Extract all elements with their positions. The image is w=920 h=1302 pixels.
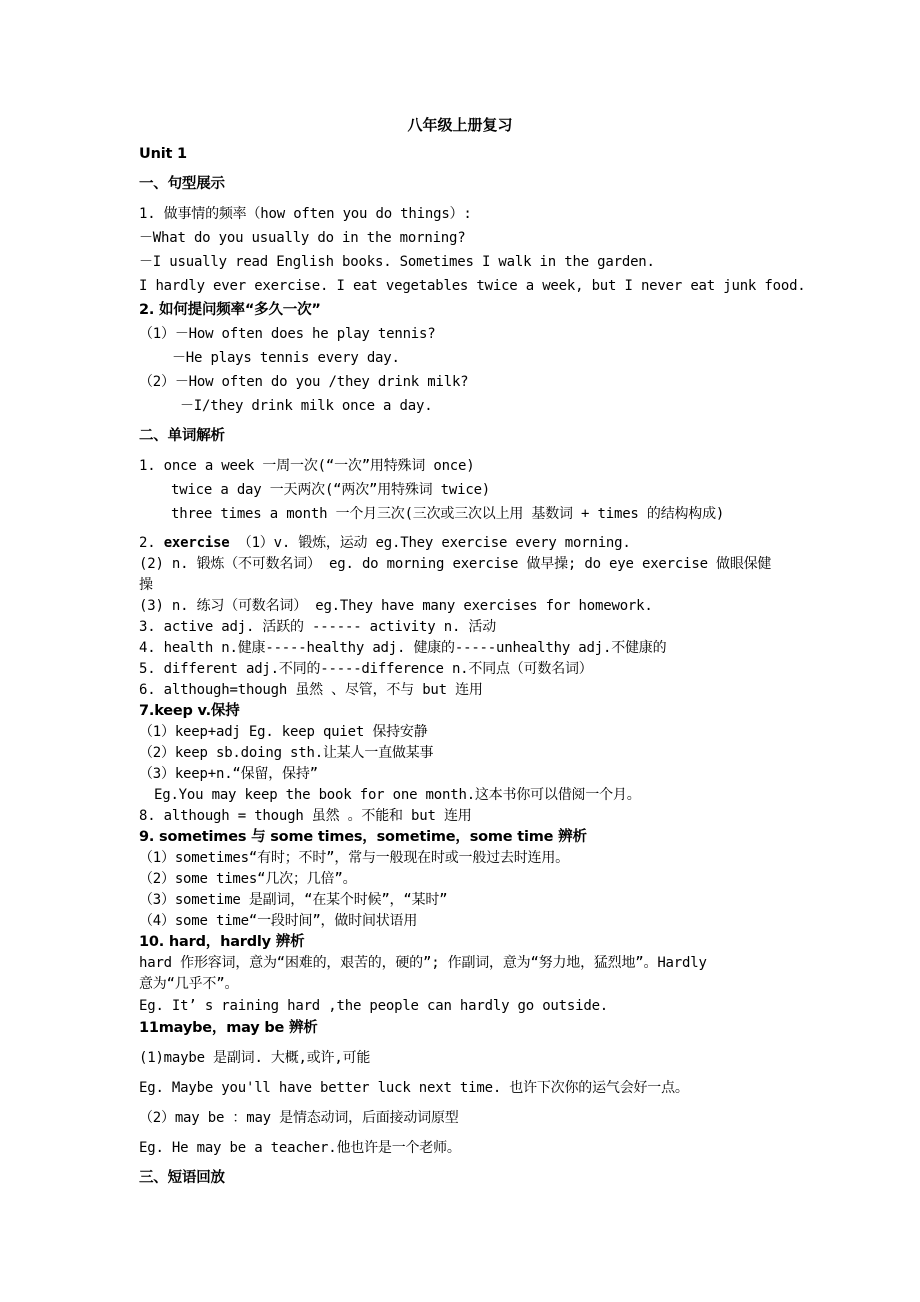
section-heading-words: 二、单词解析 <box>139 428 225 444</box>
word-entry: 操 <box>139 577 153 593</box>
word-example: Eg. Maybe you'll have better luck next time. 也许下次你的运气会好一点。 <box>139 1080 689 1096</box>
example-answer: －I/they drink milk once a day. <box>180 398 433 414</box>
word-heading-hard: 10. hard，hardly 辨析 <box>139 934 305 950</box>
word-example: Eg. It’ s raining hard ,the people can hardly go outside. <box>139 998 609 1014</box>
example-question: （2）－How often do you /they drink milk? <box>139 374 469 390</box>
word-heading-keep: 7.keep v.保持 <box>139 703 240 719</box>
word-entry: (3) n. 练习（可数名词） eg.They have many exercises for homework. <box>139 598 653 614</box>
word-entry: （1）keep+adj Eg. keep quiet 保持安静 <box>139 724 428 740</box>
word-entry: 意为“几乎不”。 <box>139 976 239 992</box>
word-entry: 8. although = though 虽然 。不能和 but 连用 <box>139 808 472 824</box>
word-heading-sometimes: 9. sometimes 与 some times，sometime，some time 辨析 <box>139 829 587 845</box>
word-entry: （2）keep sb.doing sth.让某人一直做某事 <box>139 745 434 761</box>
page-title: 八年级上册复习 <box>407 116 513 134</box>
item-frequency-heading: 1. 做事情的频率（how often you do things）: <box>139 206 472 222</box>
word-entry: （1）sometimes“有时；不时”，常与一般现在时或一般过去时连用。 <box>139 850 569 866</box>
entry-number: 2. <box>139 535 156 551</box>
word-entry: 6. although=though 虽然 、尽管，不与 but 连用 <box>139 682 483 698</box>
dialog-line: I hardly ever exercise. I eat vegetables twice a week, but I never eat junk food. <box>139 278 806 294</box>
word-entry: （4）some time“一段时间”，做时间状语用 <box>139 913 418 929</box>
word-entry: (1)maybe 是副词. 大概,或许,可能 <box>139 1050 371 1066</box>
word-entry: 3. active adj. 活跃的 ------ activity n. 活动 <box>139 619 497 635</box>
word-entry: 1. once a week 一周一次(“一次”用特殊词 once) <box>139 458 475 474</box>
section-heading-sentences: 一、句型展示 <box>139 176 225 192</box>
word-entry: (2) n. 锻炼（不可数名词） eg. do morning exercise 做早操; do eye exercise 做眼保健 <box>139 556 772 572</box>
word-example: Eg.You may keep the book for one month.这本书你可以借阅一个月。 <box>154 787 641 803</box>
word-entry: （3）keep+n.“保留，保持” <box>139 766 318 782</box>
dialog-line: －What do you usually do in the morning? <box>139 230 466 246</box>
word-example: Eg. He may be a teacher.他也许是一个老师。 <box>139 1140 461 1156</box>
entry-word: exercise <box>163 535 230 551</box>
word-entry: （3）sometime 是副词，“在某个时候”，“某时” <box>139 892 448 908</box>
entry-text: （1）v. 锻炼，运动 eg.They exercise every morning. <box>237 535 631 551</box>
example-answer: －He plays tennis every day. <box>172 350 400 366</box>
word-entry: hard 作形容词，意为“困难的，艰苦的，硬的”; 作副词，意为“努力地，猛烈地”。Hardly <box>139 955 707 971</box>
unit-heading: Unit 1 <box>139 146 187 162</box>
dialog-line: －I usually read English books. Sometimes I walk in the garden. <box>139 254 655 270</box>
word-entry: （2）some times“几次；几倍”。 <box>139 871 357 887</box>
word-heading-maybe: 11maybe，may be 辨析 <box>139 1020 318 1036</box>
section-heading-phrases: 三、短语回放 <box>139 1170 225 1186</box>
word-entry-exercise <box>139 534 631 552</box>
word-entry: twice a day 一天两次(“两次”用特殊词 twice) <box>171 482 491 498</box>
item-question-heading: 2. 如何提问频率“多久一次” <box>139 302 321 318</box>
word-entry: （2）may be ：may 是情态动词，后面接动词原型 <box>139 1110 459 1126</box>
word-entry: three times a month 一个月三次(三次或三次以上用 基数词 + times 的结构构成) <box>171 506 725 522</box>
example-question: （1）－How often does he play tennis? <box>139 326 436 342</box>
word-entry: 4. health n.健康-----healthy adj. 健康的-----unhealthy adj.不健康的 <box>139 640 667 656</box>
word-entry: 5. different adj.不同的-----difference n.不同点（可数名词） <box>139 661 593 677</box>
